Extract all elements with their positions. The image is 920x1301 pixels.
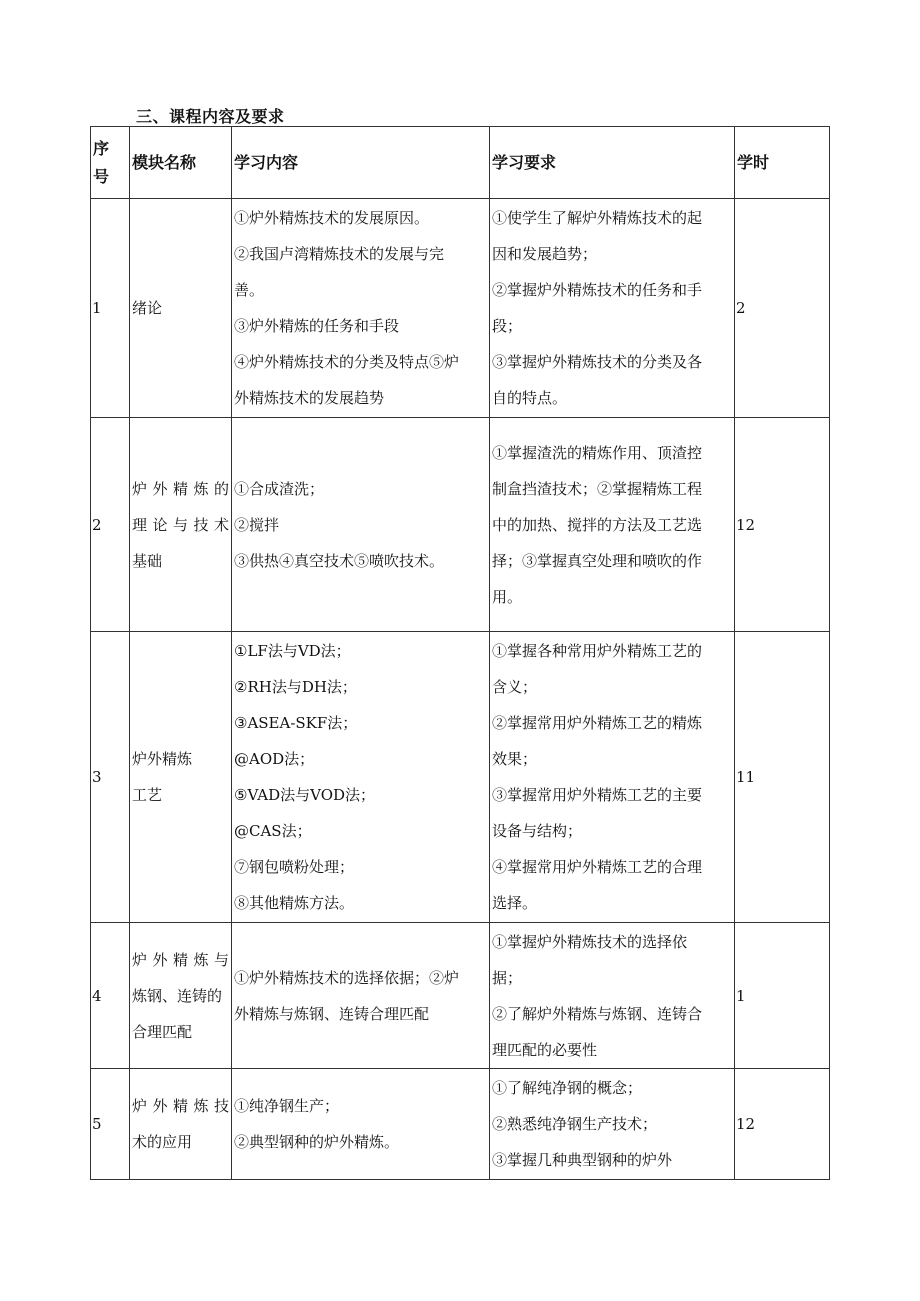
table-row: [91, 1069, 830, 1180]
learning-requirements: ①使学生了解炉外精炼技术的起 因和发展趋势； ②掌握炉外精炼技术的任务和手 段； ③掌握炉外精炼技术的分类及各 自的特点。: [490, 199, 735, 418]
learning-content: ①炉外精炼技术的发展原因。 ②我国卢湾精炼技术的发展与完 善。 ③炉外精炼的任务和手段 ④炉外精炼技术的分类及特点⑤炉 外精炼技术的发展趋势: [232, 199, 490, 418]
header-hours: 学时: [735, 127, 830, 199]
learning-content: ①LF法与VD法； ②RH法与DH法； ③ASEA-SKF法； @AOD法； ⑤VAD法与VOD法； @CAS法； ⑦钢包喷粉处理； ⑧其他精炼方法。: [232, 632, 490, 923]
hours: 12: [735, 1069, 830, 1180]
hours: 11: [735, 632, 830, 923]
learning-requirements: ①掌握炉外精炼技术的选择依 据； ②了解炉外精炼与炼钢、连铸合 理匹配的必要性: [490, 923, 735, 1069]
table-row: [91, 199, 830, 418]
table-row: [91, 632, 830, 923]
learning-content: ①合成渣洗； ②搅拌 ③供热④真空技术⑤喷吹技术。: [232, 418, 490, 632]
header-number: 序 号: [91, 127, 130, 199]
learning-content: ①纯净钢生产； ②典型钢种的炉外精炼。: [232, 1069, 490, 1180]
header-module: 模块名称: [130, 127, 232, 199]
row-number: 5: [91, 1069, 130, 1180]
header-content: 学习内容: [232, 127, 490, 199]
module-name: 炉外精炼技 术的应用: [130, 1069, 232, 1180]
row-number: 2: [91, 418, 130, 632]
learning-requirements: ①了解纯净钢的概念； ②熟悉纯净钢生产技术； ③掌握几种典型钢种的炉外: [490, 1069, 735, 1180]
learning-content: ①炉外精炼技术的选择依据；②炉 外精炼与炼钢、连铸合理匹配: [232, 923, 490, 1069]
table-row: [91, 923, 830, 1069]
table-header-row: [91, 127, 830, 199]
row-number: 3: [91, 632, 130, 923]
module-name: 炉外精炼 工艺: [130, 632, 232, 923]
module-name: 炉外精炼与 炼钢、连铸的 合理匹配: [130, 923, 232, 1069]
learning-requirements: ①掌握渣洗的精炼作用、顶渣控 制盒挡渣技术；②掌握精炼工程 中的加热、搅拌的方法及工艺选 择；③掌握真空处理和喷吹的作 用。: [490, 418, 735, 632]
row-number: 4: [91, 923, 130, 1069]
hours: 12: [735, 418, 830, 632]
row-number: 1: [91, 199, 130, 418]
module-name: 炉外精炼的 理论与技术 基础: [130, 418, 232, 632]
header-requirements: 学习要求: [490, 127, 735, 199]
hours: 1: [735, 923, 830, 1069]
hours: 2: [735, 199, 830, 418]
learning-requirements: ①掌握各种常用炉外精炼工艺的 含义； ②掌握常用炉外精炼工艺的精炼 效果； ③掌握常用炉外精炼工艺的主要 设备与结构； ④掌握常用炉外精炼工艺的合理 选择。: [490, 632, 735, 923]
course-content-table: [90, 126, 830, 1180]
module-name: 绪论: [130, 199, 232, 418]
section-title: 三、课程内容及要求: [136, 107, 285, 126]
table-row: [91, 418, 830, 632]
